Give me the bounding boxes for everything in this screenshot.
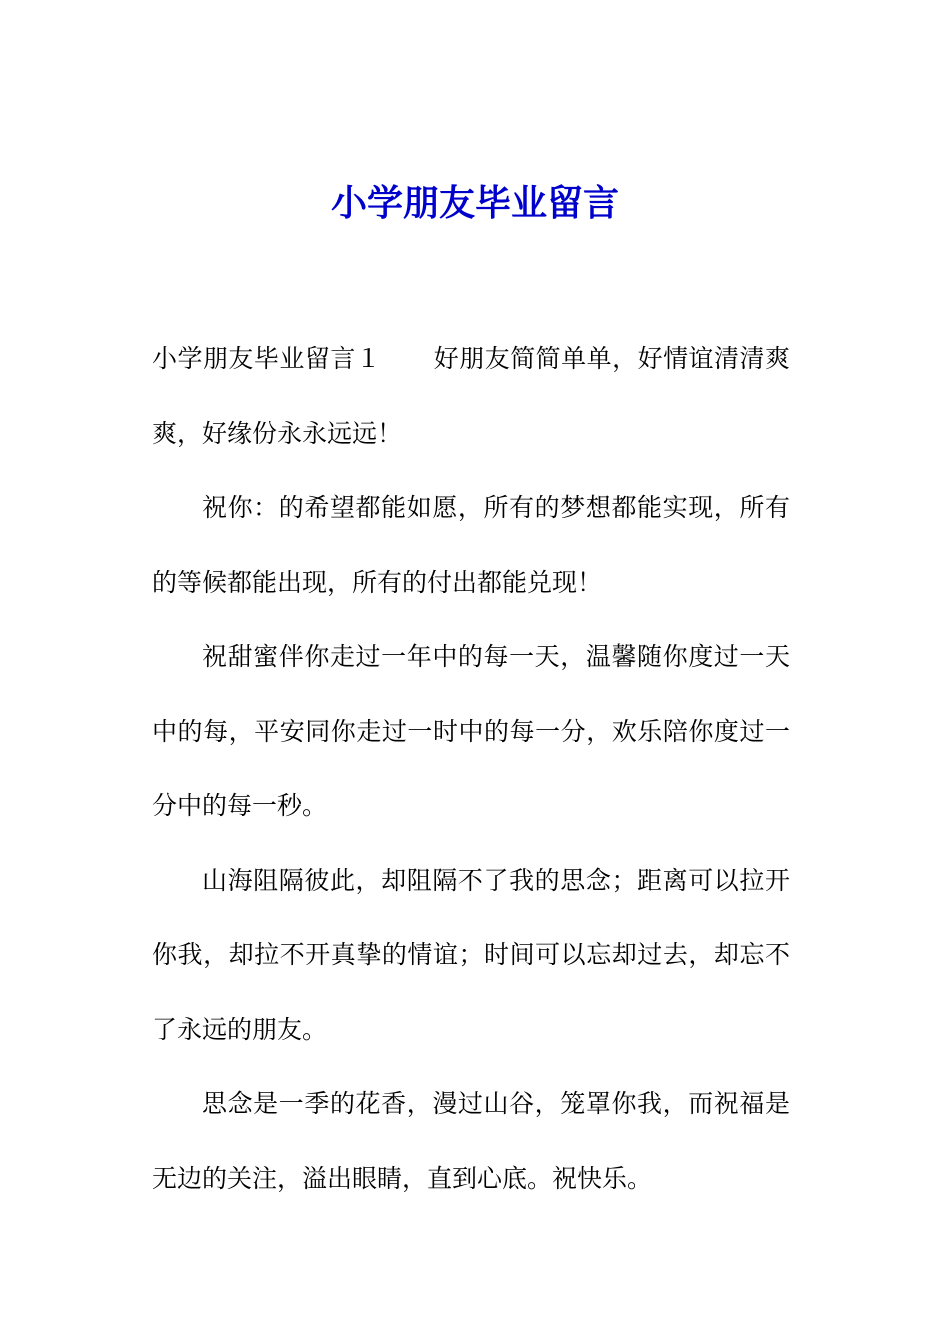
paragraph-4: 山海阻隔彼此，却阻隔不了我的思念；距离可以拉开你我，却拉不开真挚的情谊；时间可以忘却过去，却忘不了永远的朋友。 bbox=[152, 865, 790, 1044]
document-title: 小学朋友毕业留言 bbox=[330, 183, 619, 224]
paragraph-1-text: 好朋友简简单单，好情谊清清爽爽，好缘份永永远远！ bbox=[152, 344, 790, 448]
paragraph-1 bbox=[152, 322, 790, 471]
paragraph-2: 祝你：的希望都能如愿，所有的梦想都能实现，所有的等候都能出现，所有的付出都能兑现！ bbox=[152, 493, 790, 597]
paragraph-3: 祝甜蜜伴你走过一年中的每一天，温馨随你度过一天中的每，平安同你走过一时中的每一分，欢乐陪你度过一分中的每一秒。 bbox=[152, 642, 790, 820]
document-body bbox=[152, 322, 790, 1216]
section-heading: 小学朋友毕业留言１ bbox=[152, 344, 382, 373]
paragraph-5: 思念是一季的花香，漫过山谷，笼罩你我，而祝福是无边的关注，溢出眼睛，直到心底。祝快乐。 bbox=[152, 1089, 790, 1193]
